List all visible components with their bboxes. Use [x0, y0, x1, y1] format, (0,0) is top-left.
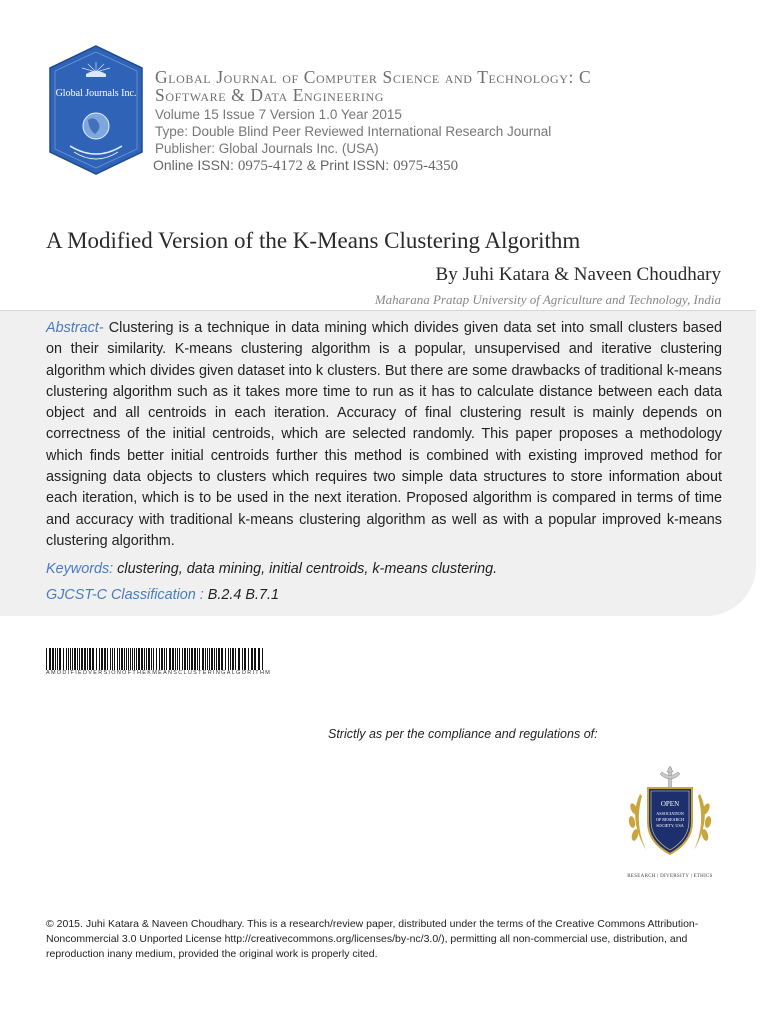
barcode-bar [89, 648, 91, 670]
barcode-bar [84, 648, 86, 670]
barcode-bar [124, 648, 125, 670]
barcode-bar [138, 648, 140, 670]
barcode-bar [49, 648, 51, 670]
barcode-bar [128, 648, 129, 670]
classification [46, 587, 279, 603]
barcode-bar [216, 648, 217, 670]
barcode-bar [114, 648, 115, 670]
barcode-bar [159, 648, 160, 670]
barcode-bar [209, 648, 210, 670]
barcode-bar [96, 648, 97, 670]
barcode-bar [182, 648, 183, 670]
barcode-bar [228, 648, 229, 670]
abstract-body: Clustering is a technique in data mining which divides given data set into small clusters based on their similarity. K-means clustering algorithm is a popular, unsupervised and iterative clustering algorithm which divides given dataset into k clusters. But there are some drawbacks of traditional k-means clustering algorithm such as it takes more time to run as it has to calculate distance between each data object and all centroids in each iteration. Accuracy of final clustering result is mainly depends on correctness of the initial centroids, which are selected randomly. This paper proposes a methodology which finds better initial centroids further this method is combined with existing improved method for assigning data objects to clusters which requires two simple data structures to store information about each iteration, which is to be used in the next iteration. Proposed algorithm is compared in terms of time and accuracy with traditional k-means clustering algorithm as well as with a popular improved k-means clustering algorithm. [46, 320, 722, 549]
barcode-bar [238, 648, 240, 670]
seal-text-society: SOCIETY, USA [656, 823, 684, 828]
issn-online: 0975-4172 [237, 158, 303, 174]
seal-text-assoc: ASSOCIATION [656, 811, 684, 816]
paper-title: A Modified Version of the K-Means Clustering Algorithm [46, 228, 581, 253]
barcode-bar [225, 648, 226, 670]
barcode-bar [197, 648, 198, 670]
barcode-bar [59, 648, 61, 670]
barcode-bar [126, 648, 127, 670]
barcode-bar [202, 648, 204, 670]
abstract-label: Abstract- [46, 320, 104, 336]
keywords-label: Keywords: [46, 561, 114, 577]
journal-title-line1: Global Journal of Computer Science and Technology: C [155, 67, 592, 87]
barcode-bar [189, 648, 190, 670]
barcode-bar [179, 648, 180, 670]
seal-text-open: OPEN [660, 800, 680, 808]
paper-affiliation: Maharana Pratap University of Agriculture and Technology, India [374, 292, 721, 307]
barcode-bar [199, 648, 200, 670]
barcode-bar [68, 648, 69, 670]
barcode-bar [87, 648, 88, 670]
barcode-bar [104, 648, 106, 670]
barcode-bar [70, 648, 71, 670]
barcode-bar [81, 648, 83, 670]
barcode-bar [184, 648, 186, 670]
barcode-bar [148, 648, 150, 670]
barcode-bar [72, 648, 73, 670]
barcode-bar [169, 648, 171, 670]
barcode-bar [258, 648, 260, 670]
barcode-bar [79, 648, 80, 670]
barcode-bar [214, 648, 215, 670]
keywords [46, 561, 497, 577]
abstract [46, 318, 722, 552]
barcode-bar [63, 648, 64, 670]
barcode-bar [161, 648, 163, 670]
barcode-bar [55, 648, 56, 670]
journal-title-line2: Software & Data Engineering [155, 85, 385, 105]
barcode-bar [117, 648, 118, 670]
seal-icon [620, 764, 720, 864]
issn-online-label: Online ISSN: [153, 157, 238, 173]
barcode-bar [211, 648, 213, 670]
barcode-bar [218, 648, 220, 670]
global-journals-logo [48, 44, 144, 176]
barcode-bar [101, 648, 103, 670]
logo-shield-icon [48, 44, 144, 176]
classification-value: B.2.4 B.7.1 [203, 587, 280, 603]
seal-tagline: RESEARCH | DIVERSITY | ETHICS [627, 874, 713, 879]
barcode-bar [99, 648, 100, 670]
barcode-bar [57, 648, 58, 670]
barcode-bar [235, 648, 236, 670]
barcode-bar [251, 648, 253, 670]
open-association-seal [620, 764, 720, 864]
barcode-bar [262, 648, 263, 670]
barcode-bar [110, 648, 111, 670]
barcode-icon [46, 648, 265, 670]
barcode-bar [77, 648, 78, 670]
license-text: © 2015. Juhi Katara & Naveen Choudhary. This is a research/review paper, distributed under the terms of the Creative Commons Attribution-Noncommercial 3.0 Unported License http://creativecommons.org/licenses/by-nc/3.0/), permitting all non-commercial use, distribution, and reproduction inany medium, provided the original work is properly cited. [46, 918, 699, 960]
barcode-bar [66, 648, 67, 670]
barcode-bar [207, 648, 208, 670]
barcode-bar [248, 648, 249, 670]
keywords-value: clustering, data mining, initial centroids, k-means clustering. [113, 561, 498, 577]
barcode-bar [136, 648, 137, 670]
barcode-bar [172, 648, 174, 670]
barcode-bar [130, 648, 131, 670]
barcode-bar [134, 648, 135, 670]
barcode-bar [205, 648, 206, 670]
barcode-bar [107, 648, 108, 670]
barcode-bar [244, 648, 246, 670]
issn-print: 0975-4350 [393, 158, 459, 174]
classification-label: GJCST-C Classification : [46, 587, 204, 603]
barcode-bar [112, 648, 113, 670]
barcode-bar [151, 648, 152, 670]
barcode-bar [175, 648, 176, 670]
barcode-bar [156, 648, 157, 670]
logo-text: Global Journals Inc. [55, 88, 137, 99]
barcode-bar [121, 648, 123, 670]
barcode-bar [177, 648, 178, 670]
barcode-bar [187, 648, 188, 670]
barcode-bar [144, 648, 145, 670]
barcode-bar [46, 648, 47, 670]
compliance-text: Strictly as per the compliance and regulations of: [328, 727, 598, 741]
barcode-bar [74, 648, 76, 670]
barcode [46, 648, 265, 670]
barcode-bar [153, 648, 154, 670]
barcode-bar [254, 648, 256, 670]
barcode-bar [164, 648, 165, 670]
journal-publisher: Publisher: Global Journals Inc. (USA) [155, 141, 379, 156]
barcode-bar [141, 648, 143, 670]
barcode-caption: AMODIFIEDVERSIONOFTHEKMEANSCLUSTERINGALGORITHM [46, 670, 272, 676]
barcode-bar [191, 648, 193, 670]
barcode-bar [242, 648, 243, 670]
journal-type: Type: Double Blind Peer Reviewed International Research Journal [155, 124, 552, 139]
journal-issn [153, 157, 458, 175]
barcode-bar [52, 648, 54, 670]
barcode-bar [119, 648, 120, 670]
barcode-bar [146, 648, 147, 670]
barcode-bar [232, 648, 234, 670]
barcode-bar [230, 648, 231, 670]
issn-print-label: & Print ISSN: [302, 157, 394, 173]
barcode-bar [194, 648, 196, 670]
seal-text-research: OF RESEARCH [655, 817, 685, 822]
paper-authors: By Juhi Katara & Naveen Choudhary [435, 264, 721, 285]
barcode-bar [132, 648, 133, 670]
barcode-bar [166, 648, 167, 670]
barcode-bar [92, 648, 94, 670]
journal-volume: Volume 15 Issue 7 Version 1.0 Year 2015 [155, 107, 402, 122]
barcode-bar [221, 648, 223, 670]
